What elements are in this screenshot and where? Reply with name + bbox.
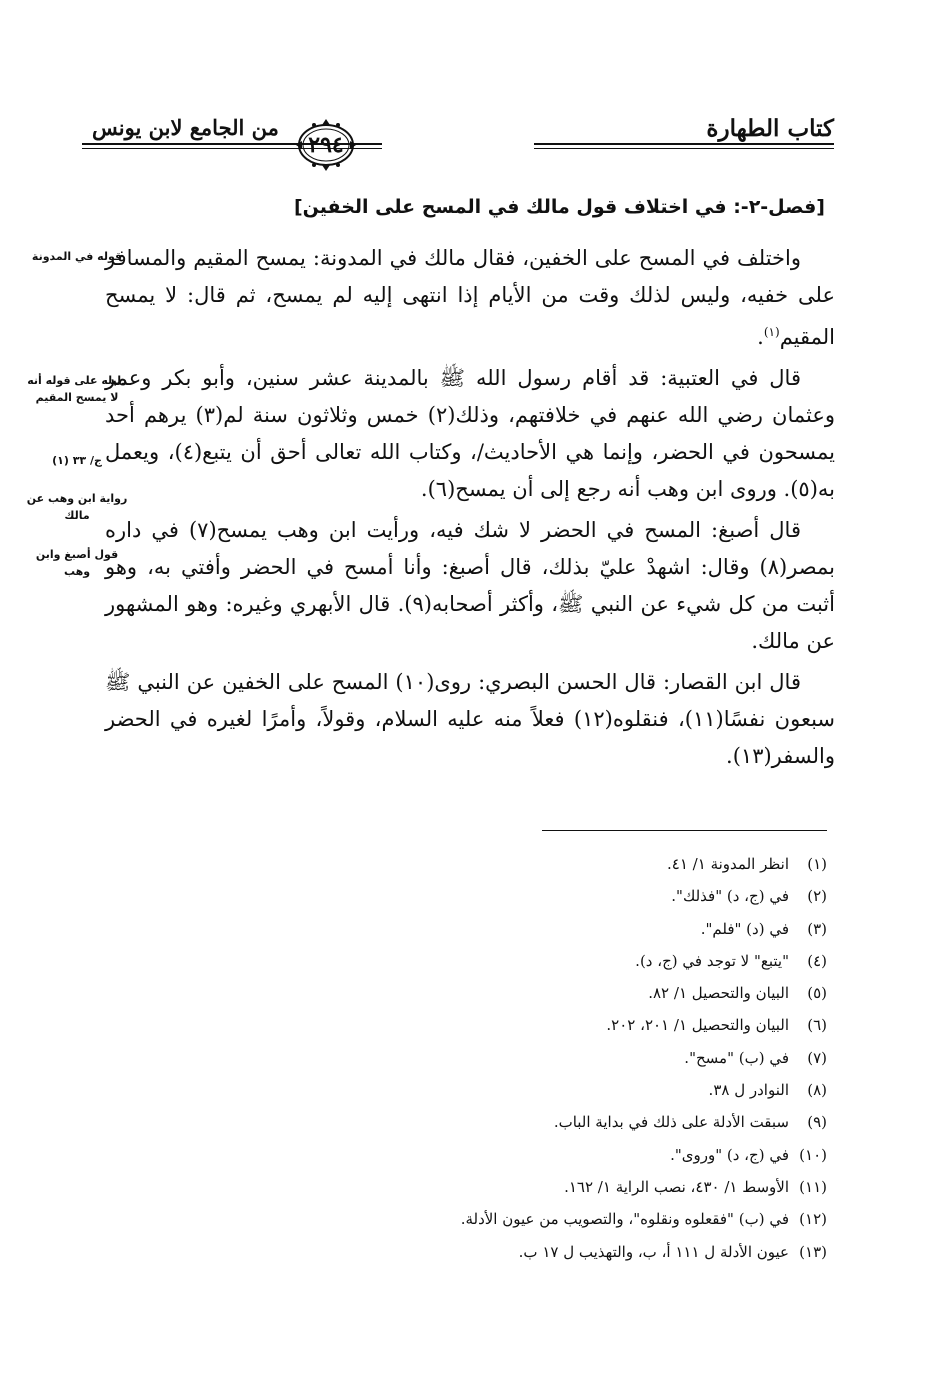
footnote-number: (٥) [807,984,827,1003]
paragraph: قال في العتبية: قد أقام رسول الله ﷺ بالمدينة عشر سنين، وأبو بكر وعمر وعثمان رضي الله عنهم في خلافتهم، وذلك(٢) خمس وثلاثون سنة لم(٣) يرهم أحد يمسحون في الحضر، وإنما هي الأحاديث/، وكتاب الله تعالى أحق أن يتبع(٤)، ويعمل به(٥). وروى ابن وهب أنه رجع إلى أن يمسح(٦). [105,366,836,501]
section-title: [فصل-٢-: في اختلاف قول مالك في المسح على الخفين] [294,196,825,218]
footnote [327,1203,827,1235]
footnote-text: عيون الأدلة ل ١١١ أ، ب، والتهذيب ل ١٧ ب. [518,1242,789,1261]
footnotes [327,848,827,1268]
paragraph: قال أصبغ: المسح في الحضر لا شك فيه، ورأيت ابن وهب يمسح(٧) في داره بمصر(٨) وقال: اشهدْ عليّ بذلك، قال أصبغ: وأنا أمسح في الحضر وأفتي به، وهو أثبت من كل شيء عن النبي ﷺ، وأكثر أصحابه(٩). قال الأبهري وغيره: وهو المشهور عن مالك. [105,518,835,653]
footnote [327,913,827,945]
footnote-number: (٣) [807,919,827,938]
footnote-number: (٢) [807,887,827,906]
footnote-text: "يتبع" لا توجد في (ج، د). [635,951,789,970]
body-text [105,240,835,779]
footnote-text: سبقت الأدلة على ذلك في بداية الباب. [553,1113,789,1132]
footnote [327,1236,827,1268]
footnote [327,945,827,977]
footnote [327,1074,827,1106]
footnote [327,977,827,1009]
footnote-number: (٤) [807,951,827,970]
footnote-text: البيان والتحصيل ١/ ٢٠١، ٢٠٢. [606,1016,789,1035]
page-header [82,105,834,183]
footnote [327,1171,827,1203]
margin-note: ج/ ٣٣ (١) [52,454,102,467]
footnote-text: في (ب) "فقعلوه ونقلوه"، والتصويب من عيون الأدلة. [460,1210,789,1229]
footnote-text: في (ج، د) "وروى". [670,1145,789,1164]
footnote-number: (١٢) [799,1210,827,1229]
margin-note: دليله على قوله أنه لا يمسح المقيم [27,374,127,404]
running-head-section: كتاب الطهارة [706,115,834,142]
footnote-text: في (ج، د) "فذلك". [671,887,789,906]
footnote-text: البيان والتحصيل ١/ ٨٢. [648,984,789,1003]
footnote-number: (١١) [799,1177,827,1196]
paragraph-line: واختلف في المسح على الخفين، فقال مالك في المدونة: يمسح المقيم والمسافر [105,246,801,270]
footnote-number: (٩) [807,1113,827,1132]
margin-note: قوله في المدونة [31,250,123,263]
paragraph-end: . [757,325,764,349]
footnote-number: (١) [807,855,827,873]
footnote-number: (٦) [807,1016,827,1035]
margin-note: قول أصبغ وابن وهب [35,548,119,578]
page-number [294,117,358,173]
footnote [327,848,827,880]
footnote [327,1106,827,1138]
paragraph [105,240,835,356]
footnote-text: في (د) "فلم". [700,919,789,938]
footnote-text: في (ب) "مسح". [684,1048,789,1067]
footnote-number: (١٣) [799,1242,827,1261]
footnote-text: الأوسط ١/ ٤٣٠، نصب الراية ١/ ١٦٢. [564,1177,789,1196]
margin-note: رواية ابن وهب عن مالك [26,492,128,522]
footnote-number: (٧) [807,1048,827,1067]
footnote-number: (٨) [807,1081,827,1100]
footnote [327,1042,827,1074]
footnote-ref: (١) [763,325,780,339]
header-rule-right [534,143,834,149]
footnote-text: انظر المدونة ١/ ٤١. [667,855,789,873]
footnote-number: (١٠) [799,1145,827,1164]
running-head-title: من الجامع لابن يونس [92,115,279,140]
footnote [327,880,827,912]
page-number-text: ٢٩٤ [308,132,344,158]
footnote [327,1139,827,1171]
footnote [327,1009,827,1041]
paragraph-line: على خفيه، وليس لذلك وقت من الأيام إذا انتهى إليه لم يمسح، ثم قال: لا يمسح [105,283,835,307]
paragraph-line: المقيم [779,325,835,349]
footnote-separator [542,830,827,831]
footnote-text: النوادر ل ٣٨. [708,1081,789,1100]
paragraph: قال ابن القصار: قال الحسن البصري: روى(١٠) المسح على الخفين عن النبي ﷺ سبعون نفسًا(١١)، فنقلوه(١٢) فعلاً منه عليه السلام، وقولاً، وأمرًا لغيره في الحضر والسفر(١٣). [105,670,836,768]
